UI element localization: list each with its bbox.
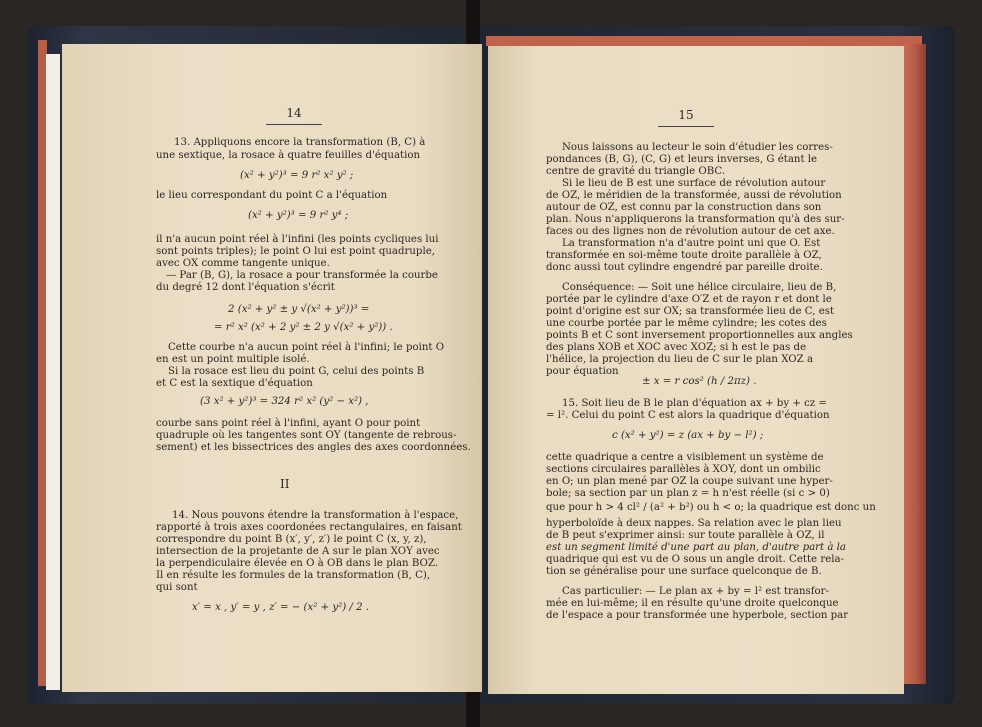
text-line: qui sont [156,582,198,593]
equation: (3 x² + y²)³ = 324 r² x² (y² − x²) , [200,396,369,407]
right-page [488,46,904,694]
text-line: tion se généralise pour une surface quelconque de B. [546,566,822,577]
text-line: cette quadrique a centre a visiblement un système de [546,452,824,463]
text-line: donc aussi tout cylindre engendré par pareille droite. [546,262,823,273]
text-line: et C est la sextique d'équation [156,378,313,389]
text-line: point d'origine est sur OX; sa transformée lieu de C, est [546,306,835,317]
text-line: une sextique, la rosace à quatre feuilles d'équation [156,150,421,161]
text-line: Si le lieu de B est une surface de révolution autour [562,178,826,189]
text-line: bole; sa section par un plan z = h n'est réelle (si c > 0) [546,488,830,499]
text-line: des plans XOB et XOC avec XOZ; si h est le pas de [546,342,807,353]
equation: (x² + y²)³ = 9 r² y⁴ ; [248,210,349,221]
text-line: que pour h > 4 cl² / (a² + b²) ou h < o; la quadrique est donc un [546,502,876,513]
text-line: = l². Celui du point C est alors la quadrique d'équation [546,410,830,421]
equation: (x² + y²)³ = 9 r² x² y² ; [240,170,354,181]
text-line: La transformation n'a d'autre point uni que O. Est [562,238,821,249]
text-line: hyperboloïde à deux nappes. Sa relation avec le plan lieu [546,518,842,529]
text-line: l'hélice, la projection du lieu de C sur le plan XOZ a [546,354,814,365]
text-line: 14. Nous pouvons étendre la transformation à l'espace, [172,510,459,521]
text-line: points B et C sont inversement proportionnelles aux angles [546,330,853,341]
text-line: la perpendiculaire élevée en O à OB dans le plan BOZ. [156,558,439,569]
text-line: pour équation [546,366,619,377]
text-line: portée par le cylindre d'axe O′Z et de rayon r et dont le [546,294,832,305]
text-line: avec OX comme tangente unique. [156,258,330,269]
page-number-left: 14 [286,106,302,120]
text-line: il n'a aucun point réel à l'infini (les points cycliques lui [156,234,439,245]
text-line: centre de gravité du triangle OBC. [546,166,726,177]
page-number-right: 15 [678,108,694,122]
equation: 2 (x² + y² ± y √(x² + y²))³ = [228,304,370,315]
text-line: Si la rosace est lieu du point G, celui des points B [168,366,425,377]
equation: x′ = x , y′ = y , z′ = − (x² + y²) / 2 . [192,602,370,613]
text-line: correspondre du point B (x′, y′, z′) le point C (x, y, z), [156,534,427,545]
text-line: transformée en soi-même toute droite parallèle à OZ, [546,250,822,261]
left-page [62,44,482,692]
text-line: Nous laissons au lecteur le soin d'étudier les corres- [562,142,833,153]
page-number-rule [658,126,714,127]
text-line: 15. Soit lieu de B le plan d'équation ax + by + cz = [562,398,827,409]
text-line: Il en résulte les formules de la transformation (B, C), [156,570,431,581]
text-line: quadruple où les tangentes sont OY (tangente de rebrous- [156,430,457,441]
text-line: sont points triples); le point O lui est point quadruple, [156,246,435,257]
text-line-italic: est un segment limité d'une part au plan, d'autre part à la [546,542,847,553]
equation: ± x = r cos² (h / 2πz) . [642,376,757,387]
text-line: mée en lui-même; il en résulte qu'une droite quelconque [546,598,839,609]
right-page-edge [904,44,926,684]
text-line: le lieu correspondant du point C a l'équation [156,190,388,201]
text-line: de l'espace a pour transformée une hyperbole, section par [546,610,849,621]
text-line: 13. Appliquons encore la transformation (B, C) à [174,137,426,148]
text-line: Cas particulier: — Le plan ax + by = l² est transfor- [562,586,829,597]
text-line: autour de OZ, est connu par la construction dans son [546,202,822,213]
text-line: quadrique qui est vu de O sous un angle droit. Cette rela- [546,554,844,565]
text-line: faces ou des lignes non de révolution autour de cet axe. [546,226,835,237]
right-top-edge [486,36,922,46]
text-line: plan. Nous n'appliquerons la transformation qu'à des sur- [546,214,845,225]
text-line: en O; un plan mené par OZ la coupe suivant une hyper- [546,476,833,487]
text-line: — Par (B, G), la rosace a pour transformée la courbe [166,270,438,281]
page-number-rule [266,124,322,125]
text-line: en est un point multiple isolé. [156,354,310,365]
text-line: rapporté à trois axes coordonées rectangulaires, en faisant [156,522,462,533]
section-heading: II [280,477,290,491]
equation: = r² x² (x² + 2 y² ± 2 y √(x² + y²)) . [214,322,393,333]
text-line: Conséquence: — Soit une hélice circulaire, lieu de B, [562,282,837,293]
text-line: intersection de la projetante de A sur le plan XOY avec [156,546,440,557]
equation: c (x² + y²) = z (ax + by − l²) ; [612,430,764,441]
text-line: Cette courbe n'a aucun point réel à l'infini; le point O [168,342,445,353]
text-line: sement) et les bissectrices des angles des axes coordonnées. [156,442,471,453]
text-line: de B peut s'exprimer ainsi: sur toute parallèle à OZ, il [546,530,825,541]
text-line: de OZ, le méridien de la transformée, aussi de révolution [546,190,842,201]
text-line: sections circulaires parallèles à XOY, dont un ombilic [546,464,821,475]
text-line: pondances (B, G), (C, G) et leurs inverses, G étant le [546,154,818,165]
text-line: une courbe portée par le même cylindre; les cotes des [546,318,827,329]
left-page-edge [46,54,60,690]
text-line: du degré 12 dont l'équation s'écrit [156,282,335,293]
text-line: courbe sans point réel à l'infini, ayant O pour point [156,418,421,429]
